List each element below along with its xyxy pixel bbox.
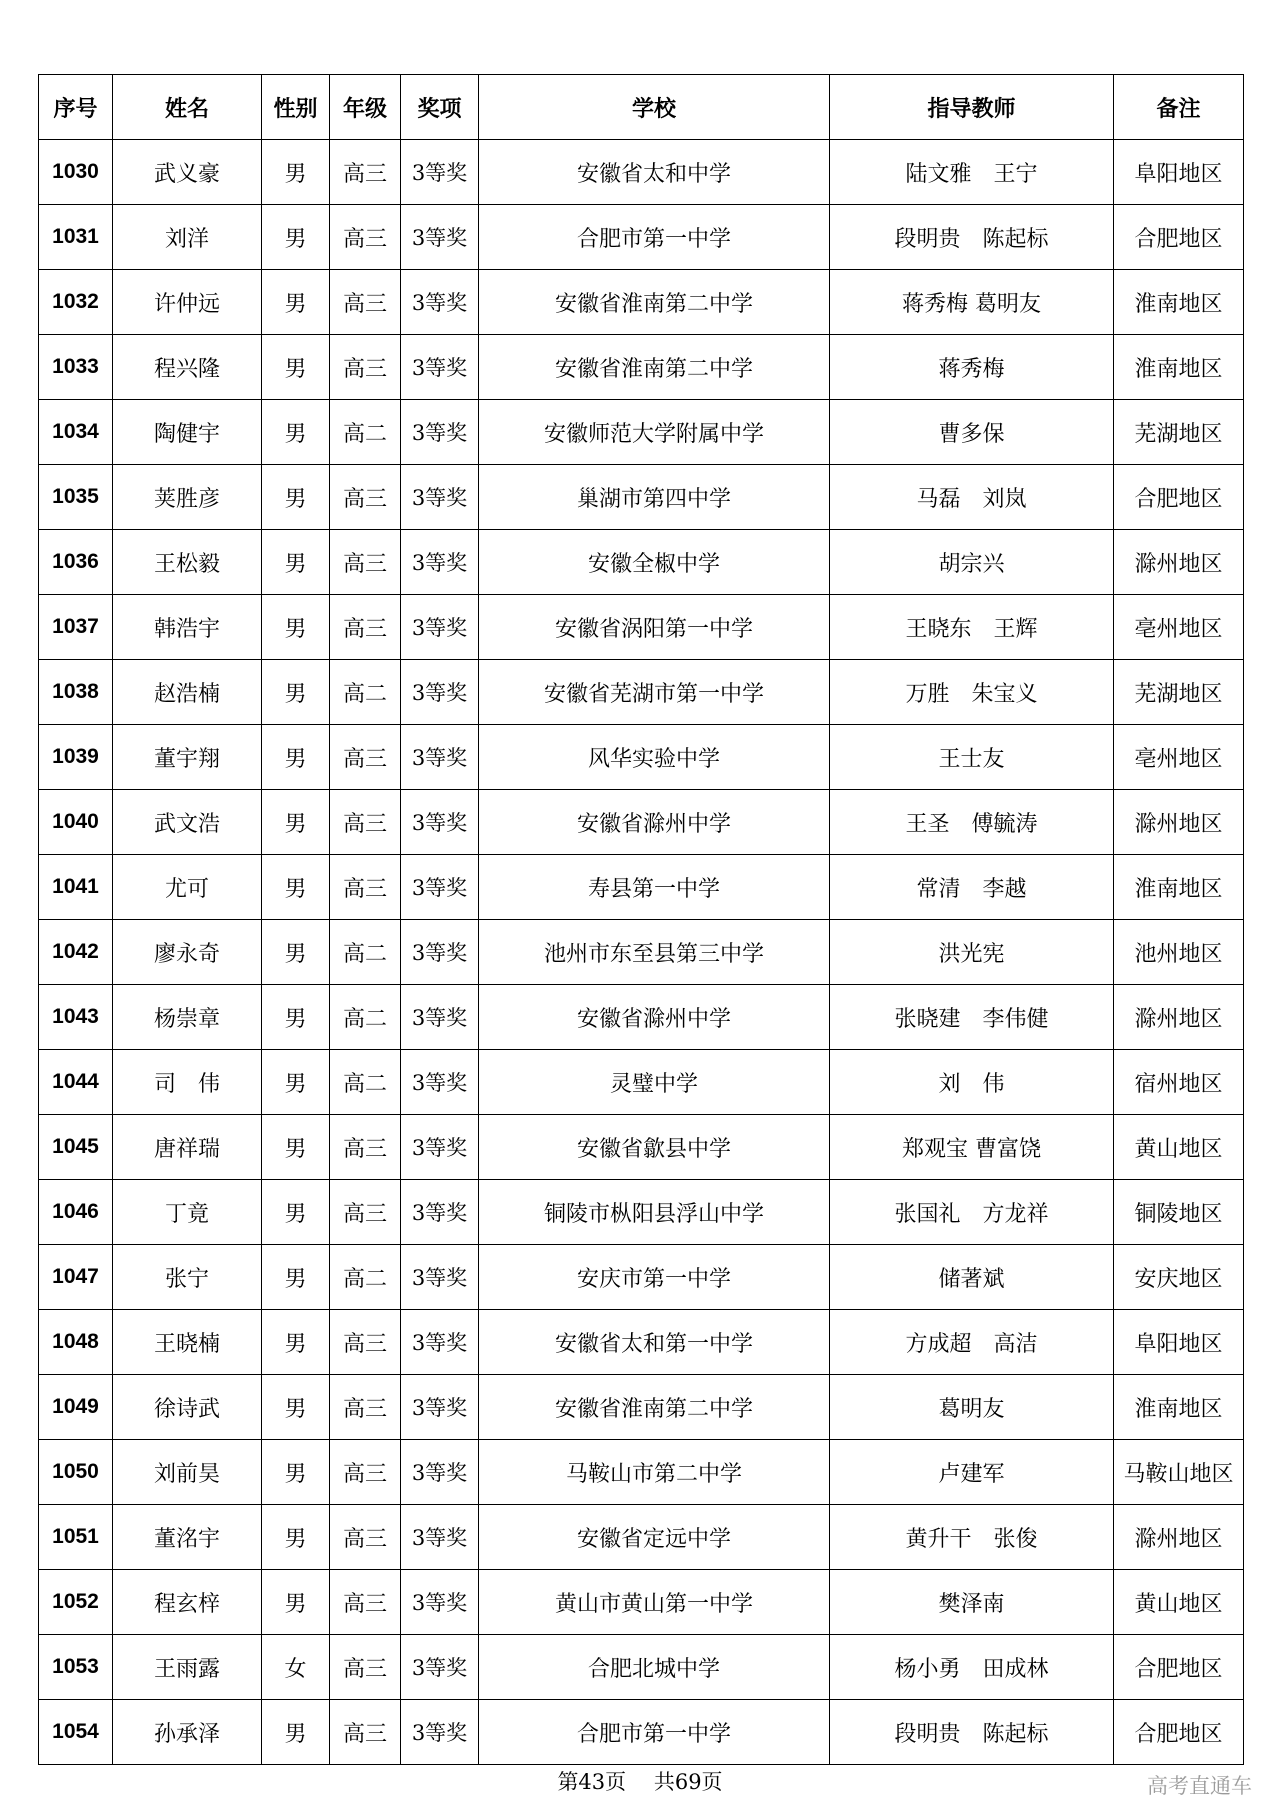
cell-grade: 高三 [330,335,401,400]
cell-no: 1047 [39,1245,113,1310]
cell-teacher: 储著斌 [830,1245,1114,1310]
cell-note: 阜阳地区 [1114,140,1244,205]
cell-note: 滁州地区 [1114,985,1244,1050]
cell-school: 安徽省淮南第二中学 [479,335,830,400]
cell-gender: 男 [262,1440,330,1505]
cell-award: 3等奖 [401,1180,479,1245]
cell-teacher: 张晓建 李伟健 [830,985,1114,1050]
cell-grade: 高三 [330,1375,401,1440]
cell-school: 安徽省歙县中学 [479,1115,830,1180]
cell-gender: 男 [262,1310,330,1375]
cell-grade: 高三 [330,1180,401,1245]
cell-name: 董宇翔 [113,725,262,790]
cell-award: 3等奖 [401,465,479,530]
cell-award: 3等奖 [401,725,479,790]
cell-grade: 高三 [330,530,401,595]
cell-gender: 男 [262,985,330,1050]
cell-school: 寿县第一中学 [479,855,830,920]
table-row [39,855,1244,920]
cell-gender: 男 [262,660,330,725]
cell-grade: 高三 [330,1310,401,1375]
cell-award: 3等奖 [401,790,479,855]
table-row [39,595,1244,660]
cell-gender: 男 [262,1115,330,1180]
cell-gender: 男 [262,1700,330,1765]
cell-school: 安徽省淮南第二中学 [479,270,830,335]
cell-name: 武文浩 [113,790,262,855]
award-table [38,74,1244,1765]
table-row [39,335,1244,400]
cell-grade: 高三 [330,1505,401,1570]
cell-teacher: 曹多保 [830,400,1114,465]
table-row [39,205,1244,270]
cell-no: 1053 [39,1635,113,1700]
cell-gender: 男 [262,725,330,790]
cell-school: 黄山市黄山第一中学 [479,1570,830,1635]
cell-no: 1045 [39,1115,113,1180]
cell-teacher: 葛明友 [830,1375,1114,1440]
cell-name: 丁竟 [113,1180,262,1245]
table-row [39,1115,1244,1180]
cell-no: 1043 [39,985,113,1050]
cell-teacher: 马磊 刘岚 [830,465,1114,530]
cell-school: 安徽省定远中学 [479,1505,830,1570]
cell-name: 程兴隆 [113,335,262,400]
cell-name: 刘前昊 [113,1440,262,1505]
cell-teacher: 陆文雅 王宁 [830,140,1114,205]
cell-gender: 男 [262,465,330,530]
cell-name: 程玄梓 [113,1570,262,1635]
cell-name: 张宁 [113,1245,262,1310]
cell-award: 3等奖 [401,335,479,400]
cell-grade: 高三 [330,595,401,660]
cell-teacher: 郑观宝 曹富饶 [830,1115,1114,1180]
cell-no: 1033 [39,335,113,400]
cell-note: 安庆地区 [1114,1245,1244,1310]
cell-note: 池州地区 [1114,920,1244,985]
table-row [39,920,1244,985]
cell-teacher: 段明贵 陈起标 [830,1700,1114,1765]
table-row [39,1635,1244,1700]
cell-school: 安徽省涡阳第一中学 [479,595,830,660]
cell-award: 3等奖 [401,1050,479,1115]
cell-name: 徐诗武 [113,1375,262,1440]
cell-note: 合肥地区 [1114,205,1244,270]
cell-note: 淮南地区 [1114,270,1244,335]
cell-grade: 高二 [330,400,401,465]
cell-no: 1046 [39,1180,113,1245]
cell-teacher: 段明贵 陈起标 [830,205,1114,270]
cell-no: 1041 [39,855,113,920]
cell-teacher: 张国礼 方龙祥 [830,1180,1114,1245]
header-gender: 性别 [262,75,330,140]
table-row [39,1375,1244,1440]
cell-no: 1037 [39,595,113,660]
cell-teacher: 王士友 [830,725,1114,790]
cell-award: 3等奖 [401,985,479,1050]
cell-no: 1054 [39,1700,113,1765]
header-grade: 年级 [330,75,401,140]
cell-note: 滁州地区 [1114,1505,1244,1570]
header-award: 奖项 [401,75,479,140]
cell-school: 合肥市第一中学 [479,205,830,270]
cell-name: 陶健宇 [113,400,262,465]
cell-note: 淮南地区 [1114,1375,1244,1440]
table-row [39,1245,1244,1310]
table-row [39,1505,1244,1570]
cell-grade: 高二 [330,920,401,985]
cell-no: 1034 [39,400,113,465]
table-row [39,725,1244,790]
cell-teacher: 胡宗兴 [830,530,1114,595]
table-body [39,140,1244,1765]
cell-gender: 男 [262,1505,330,1570]
header-name: 姓名 [113,75,262,140]
cell-no: 1052 [39,1570,113,1635]
cell-grade: 高三 [330,270,401,335]
cell-note: 淮南地区 [1114,335,1244,400]
cell-award: 3等奖 [401,1375,479,1440]
cell-grade: 高三 [330,205,401,270]
cell-teacher: 黄升干 张俊 [830,1505,1114,1570]
cell-gender: 男 [262,1375,330,1440]
cell-award: 3等奖 [401,1245,479,1310]
cell-no: 1050 [39,1440,113,1505]
table-row [39,400,1244,465]
cell-gender: 男 [262,205,330,270]
table-row [39,1570,1244,1635]
table-row [39,660,1244,725]
cell-name: 孙承泽 [113,1700,262,1765]
cell-school: 安庆市第一中学 [479,1245,830,1310]
cell-teacher: 樊泽南 [830,1570,1114,1635]
cell-no: 1038 [39,660,113,725]
cell-gender: 男 [262,1180,330,1245]
cell-grade: 高三 [330,1570,401,1635]
cell-award: 3等奖 [401,1635,479,1700]
cell-no: 1051 [39,1505,113,1570]
cell-grade: 高三 [330,855,401,920]
cell-name: 王松毅 [113,530,262,595]
cell-school: 马鞍山市第二中学 [479,1440,830,1505]
cell-gender: 男 [262,1570,330,1635]
table-row [39,790,1244,855]
cell-gender: 女 [262,1635,330,1700]
cell-school: 灵璧中学 [479,1050,830,1115]
cell-name: 许仲远 [113,270,262,335]
page-number: 第43页 共69页 [557,1770,723,1794]
cell-school: 风华实验中学 [479,725,830,790]
cell-grade: 高三 [330,1440,401,1505]
cell-note: 马鞍山地区 [1114,1440,1244,1505]
cell-note: 铜陵地区 [1114,1180,1244,1245]
cell-note: 合肥地区 [1114,1700,1244,1765]
cell-school: 安徽省滁州中学 [479,985,830,1050]
header-school: 学校 [479,75,830,140]
cell-grade: 高三 [330,1115,401,1180]
cell-name: 杨崇章 [113,985,262,1050]
cell-teacher: 蒋秀梅 [830,335,1114,400]
cell-award: 3等奖 [401,1310,479,1375]
cell-no: 1030 [39,140,113,205]
cell-award: 3等奖 [401,1700,479,1765]
watermark-text: 高考直通车 [1147,1774,1252,1798]
cell-award: 3等奖 [401,1570,479,1635]
table-row [39,270,1244,335]
cell-award: 3等奖 [401,205,479,270]
cell-award: 3等奖 [401,1505,479,1570]
cell-note: 合肥地区 [1114,1635,1244,1700]
cell-teacher: 方成超 高洁 [830,1310,1114,1375]
cell-school: 安徽省太和中学 [479,140,830,205]
cell-school: 安徽省太和第一中学 [479,1310,830,1375]
cell-gender: 男 [262,855,330,920]
cell-school: 安徽省芜湖市第一中学 [479,660,830,725]
cell-no: 1036 [39,530,113,595]
table-row [39,1050,1244,1115]
table-row [39,1180,1244,1245]
cell-award: 3等奖 [401,1115,479,1180]
cell-grade: 高二 [330,1245,401,1310]
cell-award: 3等奖 [401,1440,479,1505]
cell-note: 滁州地区 [1114,790,1244,855]
cell-school: 铜陵市枞阳县浮山中学 [479,1180,830,1245]
cell-grade: 高二 [330,660,401,725]
cell-school: 合肥北城中学 [479,1635,830,1700]
table-row [39,1310,1244,1375]
cell-grade: 高三 [330,725,401,790]
cell-school: 安徽省滁州中学 [479,790,830,855]
table-header-row [39,75,1244,140]
cell-teacher: 卢建军 [830,1440,1114,1505]
cell-award: 3等奖 [401,140,479,205]
cell-gender: 男 [262,140,330,205]
cell-note: 黄山地区 [1114,1570,1244,1635]
cell-school: 池州市东至县第三中学 [479,920,830,985]
cell-gender: 男 [262,400,330,465]
cell-note: 亳州地区 [1114,725,1244,790]
cell-grade: 高三 [330,790,401,855]
cell-no: 1031 [39,205,113,270]
cell-note: 宿州地区 [1114,1050,1244,1115]
cell-no: 1039 [39,725,113,790]
cell-gender: 男 [262,1245,330,1310]
cell-grade: 高三 [330,465,401,530]
cell-no: 1048 [39,1310,113,1375]
header-note: 备注 [1114,75,1244,140]
cell-award: 3等奖 [401,400,479,465]
table-row [39,140,1244,205]
table-row [39,1700,1244,1765]
cell-teacher: 王晓东 王辉 [830,595,1114,660]
cell-note: 滁州地区 [1114,530,1244,595]
cell-school: 安徽省淮南第二中学 [479,1375,830,1440]
table-row [39,465,1244,530]
cell-gender: 男 [262,530,330,595]
table-row [39,530,1244,595]
cell-note: 亳州地区 [1114,595,1244,660]
cell-name: 刘洋 [113,205,262,270]
cell-grade: 高三 [330,1700,401,1765]
cell-gender: 男 [262,790,330,855]
cell-award: 3等奖 [401,920,479,985]
cell-award: 3等奖 [401,270,479,335]
cell-teacher: 蒋秀梅 葛明友 [830,270,1114,335]
header-teacher: 指导教师 [830,75,1114,140]
cell-name: 唐祥瑞 [113,1115,262,1180]
header-no: 序号 [39,75,113,140]
cell-no: 1044 [39,1050,113,1115]
cell-teacher: 常清 李越 [830,855,1114,920]
cell-grade: 高二 [330,1050,401,1115]
cell-name: 董洺宇 [113,1505,262,1570]
cell-school: 巢湖市第四中学 [479,465,830,530]
cell-no: 1040 [39,790,113,855]
cell-note: 阜阳地区 [1114,1310,1244,1375]
cell-teacher: 万胜 朱宝义 [830,660,1114,725]
cell-name: 赵浩楠 [113,660,262,725]
cell-grade: 高二 [330,985,401,1050]
cell-no: 1035 [39,465,113,530]
cell-name: 王雨露 [113,1635,262,1700]
cell-name: 武义豪 [113,140,262,205]
cell-note: 芜湖地区 [1114,400,1244,465]
cell-no: 1042 [39,920,113,985]
cell-note: 合肥地区 [1114,465,1244,530]
cell-name: 司 伟 [113,1050,262,1115]
cell-award: 3等奖 [401,595,479,660]
cell-award: 3等奖 [401,660,479,725]
cell-teacher: 洪光宪 [830,920,1114,985]
cell-gender: 男 [262,270,330,335]
cell-grade: 高三 [330,1635,401,1700]
cell-school: 安徽全椒中学 [479,530,830,595]
cell-teacher: 刘 伟 [830,1050,1114,1115]
cell-note: 黄山地区 [1114,1115,1244,1180]
cell-award: 3等奖 [401,855,479,920]
cell-note: 淮南地区 [1114,855,1244,920]
table-row [39,1440,1244,1505]
cell-award: 3等奖 [401,530,479,595]
cell-gender: 男 [262,920,330,985]
cell-gender: 男 [262,1050,330,1115]
cell-gender: 男 [262,335,330,400]
cell-gender: 男 [262,595,330,660]
table-row [39,985,1244,1050]
cell-teacher: 王圣 傅毓涛 [830,790,1114,855]
cell-name: 韩浩宇 [113,595,262,660]
cell-name: 王晓楠 [113,1310,262,1375]
cell-name: 荚胜彦 [113,465,262,530]
cell-teacher: 杨小勇 田成林 [830,1635,1114,1700]
cell-name: 廖永奇 [113,920,262,985]
cell-no: 1049 [39,1375,113,1440]
cell-note: 芜湖地区 [1114,660,1244,725]
cell-grade: 高三 [330,140,401,205]
cell-no: 1032 [39,270,113,335]
cell-name: 尤可 [113,855,262,920]
cell-school: 安徽师范大学附属中学 [479,400,830,465]
cell-school: 合肥市第一中学 [479,1700,830,1765]
